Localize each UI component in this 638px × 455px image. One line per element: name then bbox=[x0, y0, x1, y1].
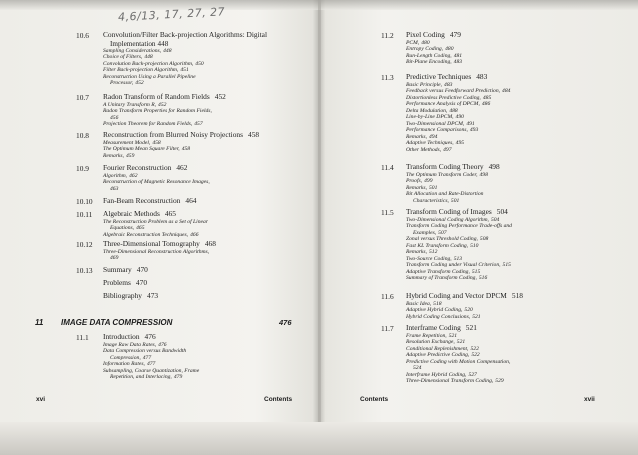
subsection-title: Adaptive Transform Coding, bbox=[406, 268, 470, 275]
section-title-line bbox=[103, 93, 226, 102]
subsection-title: Basic Idea, bbox=[406, 300, 432, 307]
subsection-title: Two-Source Coding, bbox=[406, 255, 452, 262]
section-title: Transform Coding Theory bbox=[406, 162, 484, 171]
subsection-page: 521 bbox=[456, 339, 466, 346]
subsection-line bbox=[406, 198, 500, 205]
subsection-line bbox=[103, 186, 210, 193]
subsection-title: Predictive Coding with Motion Compensation, bbox=[406, 358, 511, 365]
subsection-page: 501 bbox=[450, 197, 460, 204]
section-title-line bbox=[103, 210, 208, 219]
handwritten-note: 4,6/13, 17, 27, 27 bbox=[117, 5, 226, 24]
subsection-page: 448 bbox=[163, 47, 172, 54]
subsection-line bbox=[406, 59, 462, 66]
subsection-title: The Optimum Transform Coder, bbox=[406, 171, 478, 178]
subsection-title: Remarks, bbox=[406, 184, 427, 191]
section-title: Introduction bbox=[103, 332, 140, 341]
section-title: Problems bbox=[103, 278, 131, 287]
subsection-title: Bit-Plane Encoding, bbox=[406, 59, 452, 66]
subsection-page: 465 bbox=[136, 225, 145, 232]
section-title-line bbox=[406, 324, 510, 333]
section-page: 498 bbox=[488, 162, 500, 171]
subsection-page: 512 bbox=[428, 249, 438, 256]
section-number: 11.4 bbox=[381, 163, 394, 172]
section-page: 518 bbox=[511, 291, 523, 300]
section-title-line bbox=[406, 31, 462, 40]
section-page: 462 bbox=[176, 163, 188, 172]
subsection-page: 452 bbox=[158, 101, 167, 108]
subsection-line bbox=[406, 275, 512, 282]
section-page: 473 bbox=[147, 291, 159, 300]
subsection-page: 529 bbox=[495, 378, 504, 385]
subsection-title: Feedback versus Feedforward Prediction, bbox=[406, 88, 501, 95]
section-title: Summary bbox=[103, 265, 132, 274]
subsection-title: Proofs, bbox=[406, 178, 423, 185]
left-running-footer: Contents bbox=[264, 396, 293, 403]
subsection-page: 477 bbox=[142, 354, 152, 361]
subsection-line bbox=[103, 40, 267, 48]
section-title: Bibliography bbox=[103, 291, 143, 300]
subsection-title: Delta Modulation, bbox=[406, 107, 448, 114]
subsection-title: Remarks, bbox=[103, 152, 124, 159]
section-title-line bbox=[103, 197, 196, 206]
subsection-page: 520 bbox=[464, 307, 473, 314]
section-title: Pixel Coding bbox=[406, 30, 445, 39]
subsection-title: Interframe Hybrid Coding, bbox=[406, 371, 467, 378]
subsection-title: 469 bbox=[110, 255, 119, 262]
section-page: 468 bbox=[204, 239, 216, 248]
subsection-title: Performance Analysis of DPCM, bbox=[406, 101, 480, 108]
subsection-page: 476 bbox=[158, 341, 167, 348]
subsection-title: Entropy Coding, bbox=[406, 46, 444, 53]
subsection-page: 515 bbox=[502, 262, 511, 269]
subsection-page: 483 bbox=[453, 59, 463, 66]
subsection-page: 504 bbox=[490, 216, 500, 223]
section-title-line bbox=[103, 31, 267, 40]
section-page: 504 bbox=[496, 207, 508, 216]
section-title: Three-Dimensional Tomography bbox=[103, 239, 200, 248]
subsection-title: Algorithm, bbox=[103, 172, 128, 179]
subsection-line bbox=[103, 232, 208, 239]
right-running-footer: Contents bbox=[360, 396, 389, 403]
subsection-page: 458 bbox=[152, 139, 161, 146]
subsection-page: 518 bbox=[433, 300, 442, 307]
subsection-page: 501 bbox=[428, 184, 438, 191]
subsection-page: 458 bbox=[181, 146, 191, 153]
section-title: Reconstruction from Blurred Noisy Projections bbox=[103, 130, 243, 139]
section-number: 10.7 bbox=[76, 93, 89, 102]
chapter-number: 11 bbox=[35, 318, 44, 327]
subsection-title: Examples, bbox=[413, 229, 437, 236]
subsection-title: The Reconstruction Problem as a Set of Linear bbox=[103, 218, 208, 225]
subsection-title: Reconstruction of Magnetic Resonance Images, bbox=[103, 179, 210, 186]
subsection-page: 498 bbox=[479, 171, 488, 178]
subsection-title: Algebraic Reconstruction Techniques, bbox=[103, 231, 189, 238]
subsection-title: Hybrid Coding Conclusions, bbox=[406, 313, 471, 320]
subsection-title: Run-Length Coding, bbox=[406, 52, 452, 59]
subsection-line bbox=[103, 179, 210, 186]
subsection-title: Three-Dimensional Reconstruction Algorithms, bbox=[103, 248, 210, 255]
section-title: Convolution/Filter Back-projection Algorithms: Digital bbox=[103, 30, 268, 39]
subsection-title: Subsampling, Coarse Quantization, Frame bbox=[103, 367, 200, 374]
subsection-line bbox=[103, 374, 199, 381]
section-page: 483 bbox=[476, 72, 488, 81]
section-title-line bbox=[406, 73, 510, 82]
subsection-title: Basic Principle, bbox=[406, 81, 443, 88]
subsection-title: A Unitary Transform R, bbox=[103, 101, 157, 108]
section-number: 10.12 bbox=[76, 240, 93, 249]
subsection-page: 457 bbox=[194, 121, 203, 128]
section-page: 470 bbox=[136, 265, 148, 274]
subsection-page: 459 bbox=[125, 152, 135, 159]
subsection-title: Bit Allocation and Rate-Distortion bbox=[406, 191, 484, 198]
subsection-page: 508 bbox=[479, 236, 489, 243]
subsection-title: 456 bbox=[110, 114, 119, 121]
subsection-title: Frame Repetition, bbox=[406, 332, 447, 339]
section-title: Interframe Coding bbox=[406, 323, 461, 332]
subsection-title: Sampling Considerations, bbox=[103, 47, 162, 54]
scan-shadow-bottom bbox=[0, 422, 638, 455]
subsection-title: Information Rates, bbox=[103, 361, 145, 368]
subsection-page: 485 bbox=[482, 94, 492, 101]
subsection-page: 497 bbox=[443, 146, 452, 153]
subsection-page: 494 bbox=[428, 133, 438, 140]
section-number: 10.10 bbox=[76, 197, 93, 206]
section-title-line bbox=[406, 292, 523, 301]
subsection-title: PCM, bbox=[406, 39, 420, 46]
subsection-title: Summary of Transform Coding, bbox=[406, 275, 477, 282]
subsection-title: Equations, bbox=[110, 225, 135, 232]
section-title-line bbox=[103, 164, 210, 173]
section-title: Fan-Beam Reconstruction bbox=[103, 196, 181, 205]
subsection-page: 448 bbox=[144, 54, 153, 61]
book-spine bbox=[318, 0, 321, 455]
section-page: 476 bbox=[144, 332, 156, 341]
subsection-title: Other Methods, bbox=[406, 146, 442, 153]
subsection-title: Convolution Back-projection Algorithm, bbox=[103, 60, 194, 67]
subsection-page: 522 bbox=[471, 352, 480, 359]
subsection-line bbox=[103, 249, 216, 256]
section-page: 479 bbox=[449, 30, 461, 39]
subsection-title: Adaptive Hybrid Coding, bbox=[406, 307, 463, 314]
section-page: 470 bbox=[135, 278, 148, 287]
subsection-title: Transform Coding under Visual Criterion, bbox=[406, 262, 501, 269]
subsection-page: 513 bbox=[453, 255, 463, 262]
subsection-page: 516 bbox=[478, 275, 488, 282]
subsection-title: Conditional Replenishment, bbox=[406, 345, 469, 352]
chapter-heading bbox=[35, 318, 172, 327]
right-page-number: xvii bbox=[584, 396, 595, 403]
subsection-page: 450 bbox=[195, 60, 204, 67]
subsection-title: 524 bbox=[413, 365, 422, 372]
subsection-title: Distortionless Predictive Coding, bbox=[406, 94, 481, 101]
subsection-page: 483 bbox=[444, 81, 453, 88]
subsection-title: Compression, bbox=[110, 354, 141, 361]
subsection-page: 507 bbox=[438, 229, 447, 236]
subsection-title: Radon Transform Properties for Random Fields, bbox=[103, 108, 212, 115]
section-number: 10.11 bbox=[76, 210, 93, 219]
subsection-title: Two-Dimensional Coding Algorithm, bbox=[406, 216, 489, 223]
subsection-title: Two-Dimensional DPCM, bbox=[406, 120, 465, 127]
section-number: 11.2 bbox=[381, 31, 394, 40]
section-title: Transform Coding of Images bbox=[406, 207, 492, 216]
subsection-line bbox=[406, 378, 510, 385]
subsection-title: Processor, bbox=[110, 80, 134, 87]
subsection-title: Implementation bbox=[110, 39, 156, 48]
subsection-page: 495 bbox=[455, 140, 465, 147]
subsection-title: Transform Coding Performance Trade-offs and bbox=[406, 223, 512, 230]
subsection-title: 463 bbox=[110, 185, 119, 192]
subsection-page: 521 bbox=[472, 313, 481, 320]
subsection-title: Characteristics, bbox=[413, 197, 449, 204]
subsection-page: 499 bbox=[424, 178, 433, 185]
subsection-page: 527 bbox=[468, 371, 477, 378]
subsection-page: 486 bbox=[481, 101, 491, 108]
section-number: 11.3 bbox=[381, 73, 394, 82]
subsection-title: Three-Dimensional Transform Coding, bbox=[406, 378, 494, 385]
section-title: Radon Transform of Random Fields bbox=[103, 92, 210, 101]
subsection-title: Reconstruction Using a Parallel Pipeline bbox=[103, 73, 196, 80]
section-page: 521 bbox=[465, 323, 477, 332]
subsection-page: 490 bbox=[455, 114, 464, 121]
subsection-line bbox=[406, 359, 510, 366]
subsection-title: Zonal versus Threshold Coding, bbox=[406, 236, 478, 243]
section-title-line bbox=[103, 240, 216, 249]
subsection-line bbox=[103, 80, 267, 87]
section-title-line bbox=[103, 292, 158, 301]
section-title-line bbox=[103, 279, 147, 288]
subsection-title: Adaptive Techniques, bbox=[406, 140, 454, 147]
section-number: 10.13 bbox=[76, 266, 93, 275]
section-number: 11.5 bbox=[381, 208, 394, 217]
section-page: 452 bbox=[214, 92, 226, 101]
section-number: 11.1 bbox=[76, 333, 89, 342]
subsection-title: Remarks, bbox=[406, 249, 427, 256]
subsection-title: Data Compression versus Bandwidth bbox=[103, 348, 187, 355]
subsection-line bbox=[103, 255, 216, 262]
subsection-title: Remarks, bbox=[406, 133, 427, 140]
subsection-page: 480 bbox=[445, 46, 454, 53]
subsection-title: Resolution Exchange, bbox=[406, 339, 455, 346]
subsection-page: 521 bbox=[448, 332, 458, 339]
section-title: Hybrid Coding and Vector DPCM bbox=[406, 291, 507, 300]
section-page: 465 bbox=[164, 209, 176, 218]
subsection-page: 452 bbox=[135, 80, 144, 87]
section-title-line bbox=[406, 208, 512, 217]
subsection-page: 484 bbox=[502, 88, 511, 95]
subsection-page: 451 bbox=[180, 67, 189, 74]
section-title-line bbox=[103, 131, 259, 140]
subsection-page: 479 bbox=[173, 374, 183, 381]
subsection-line bbox=[103, 108, 226, 115]
subsection-line bbox=[406, 314, 523, 321]
section-title-line bbox=[103, 266, 148, 275]
subsection-page: 493 bbox=[469, 127, 479, 134]
section-number: 10.9 bbox=[76, 164, 89, 173]
subsection-title: The Optimum Mean Square Filter, bbox=[103, 146, 180, 153]
section-title: Predictive Techniques bbox=[406, 72, 472, 81]
subsection-page: 462 bbox=[129, 172, 138, 179]
subsection-title: Performance Comparisons, bbox=[406, 127, 468, 134]
subsection-page: 448 bbox=[157, 39, 169, 48]
section-page: 464 bbox=[185, 196, 197, 205]
subsection-title: Line-by-Line DPCM, bbox=[406, 114, 454, 121]
subsection-title: Measurement Model, bbox=[103, 139, 151, 146]
subsection-page: 480 bbox=[421, 39, 430, 46]
subsection-title: Fast KL Transform Coding, bbox=[406, 242, 469, 249]
chapter-title: IMAGE DATA COMPRESSION bbox=[61, 318, 173, 327]
section-title: Algebraic Methods bbox=[103, 209, 160, 218]
section-title: Fourier Reconstruction bbox=[103, 163, 172, 172]
section-title-line bbox=[103, 333, 199, 342]
section-number: 11.6 bbox=[381, 292, 394, 301]
subsection-title: Image Raw Data Rates, bbox=[103, 341, 157, 348]
subsection-line bbox=[103, 121, 226, 128]
subsection-title: Repetition, and Interlacing, bbox=[110, 374, 172, 381]
subsection-title: Filter Back-projection Algorithm, bbox=[103, 67, 179, 74]
subsection-title: Adaptive Predictive Coding, bbox=[406, 352, 470, 359]
section-page: 458 bbox=[248, 130, 260, 139]
section-number: 10.6 bbox=[76, 31, 89, 40]
subsection-page: 481 bbox=[453, 52, 463, 59]
subsection-title: Projection Theorem for Random Fields, bbox=[103, 121, 193, 128]
left-page-number: xvi bbox=[36, 396, 46, 403]
subsection-line bbox=[103, 153, 259, 160]
section-number: 10.8 bbox=[76, 131, 89, 140]
subsection-page: 477 bbox=[146, 361, 156, 368]
section-title-line bbox=[406, 163, 500, 172]
section-number: 11.7 bbox=[381, 324, 394, 333]
subsection-page: 522 bbox=[470, 345, 479, 352]
subsection-title: Choice of Filters, bbox=[103, 54, 143, 61]
subsection-page: 488 bbox=[449, 107, 458, 114]
subsection-page: 515 bbox=[471, 268, 481, 275]
subsection-page: 510 bbox=[470, 242, 479, 249]
chapter-page: 476 bbox=[279, 318, 292, 327]
subsection-line bbox=[406, 147, 510, 154]
subsection-page: 491 bbox=[466, 120, 475, 127]
subsection-page: 466 bbox=[190, 231, 199, 238]
